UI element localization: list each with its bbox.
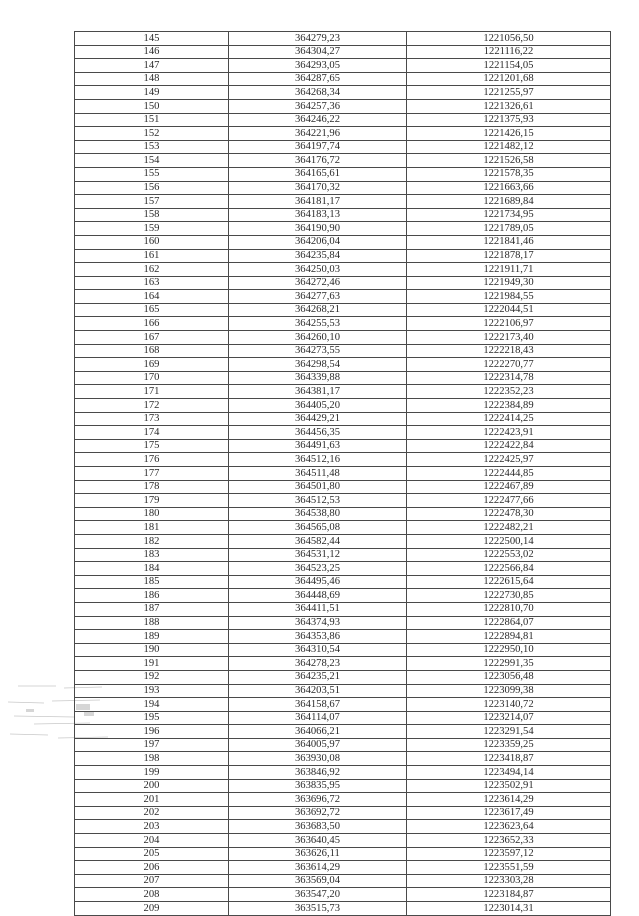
y-coordinate-cell: 1222270,77 xyxy=(407,358,611,372)
table-row xyxy=(75,684,611,698)
x-coordinate-cell: 364277,63 xyxy=(229,290,407,304)
x-coordinate-cell: 364565,08 xyxy=(229,521,407,535)
table-row xyxy=(75,399,611,413)
x-coordinate-cell: 363569,04 xyxy=(229,874,407,888)
point-number-cell: 158 xyxy=(75,208,229,222)
point-number-cell: 199 xyxy=(75,766,229,780)
x-coordinate-cell: 364381,17 xyxy=(229,385,407,399)
y-coordinate-cell: 1223214,07 xyxy=(407,711,611,725)
y-coordinate-cell: 1223623,64 xyxy=(407,820,611,834)
x-coordinate-cell: 364582,44 xyxy=(229,534,407,548)
table-row xyxy=(75,45,611,59)
y-coordinate-cell: 1221482,12 xyxy=(407,140,611,154)
point-number-cell: 190 xyxy=(75,643,229,657)
point-number-cell: 184 xyxy=(75,562,229,576)
y-coordinate-cell: 1223303,28 xyxy=(407,874,611,888)
table-row xyxy=(75,779,611,793)
point-number-cell: 169 xyxy=(75,358,229,372)
y-coordinate-cell: 1222314,78 xyxy=(407,371,611,385)
x-coordinate-cell: 363930,08 xyxy=(229,752,407,766)
table-row xyxy=(75,480,611,494)
y-coordinate-cell: 1222553,02 xyxy=(407,548,611,562)
point-number-cell: 175 xyxy=(75,439,229,453)
x-coordinate-cell: 364272,46 xyxy=(229,276,407,290)
point-number-cell: 200 xyxy=(75,779,229,793)
x-coordinate-cell: 364176,72 xyxy=(229,154,407,168)
point-number-cell: 156 xyxy=(75,181,229,195)
table-row xyxy=(75,698,611,712)
y-coordinate-cell: 1221578,35 xyxy=(407,167,611,181)
x-coordinate-cell: 364429,21 xyxy=(229,412,407,426)
x-coordinate-cell: 364298,54 xyxy=(229,358,407,372)
table-row xyxy=(75,439,611,453)
point-number-cell: 182 xyxy=(75,534,229,548)
y-coordinate-cell: 1221734,95 xyxy=(407,208,611,222)
x-coordinate-cell: 364268,21 xyxy=(229,303,407,317)
point-number-cell: 202 xyxy=(75,806,229,820)
table-row xyxy=(75,534,611,548)
table-row xyxy=(75,521,611,535)
table-row xyxy=(75,657,611,671)
x-coordinate-cell: 364279,23 xyxy=(229,32,407,46)
y-coordinate-cell: 1223418,87 xyxy=(407,752,611,766)
y-coordinate-cell: 1222864,07 xyxy=(407,616,611,630)
x-coordinate-cell: 364278,23 xyxy=(229,657,407,671)
table-row xyxy=(75,902,611,916)
table-row xyxy=(75,303,611,317)
y-coordinate-cell: 1223617,49 xyxy=(407,806,611,820)
point-number-cell: 205 xyxy=(75,847,229,861)
point-number-cell: 171 xyxy=(75,385,229,399)
point-number-cell: 162 xyxy=(75,263,229,277)
table-row xyxy=(75,195,611,209)
table-row xyxy=(75,317,611,331)
point-number-cell: 161 xyxy=(75,249,229,263)
x-coordinate-cell: 364353,86 xyxy=(229,630,407,644)
table-row xyxy=(75,874,611,888)
x-coordinate-cell: 364246,22 xyxy=(229,113,407,127)
x-coordinate-cell: 364531,12 xyxy=(229,548,407,562)
table-row xyxy=(75,616,611,630)
table-row xyxy=(75,467,611,481)
y-coordinate-cell: 1221663,66 xyxy=(407,181,611,195)
y-coordinate-cell: 1221056,50 xyxy=(407,32,611,46)
table-row xyxy=(75,208,611,222)
table-row xyxy=(75,670,611,684)
x-coordinate-cell: 364511,48 xyxy=(229,467,407,481)
point-number-cell: 189 xyxy=(75,630,229,644)
point-number-cell: 157 xyxy=(75,195,229,209)
x-coordinate-cell: 363547,20 xyxy=(229,888,407,902)
table-row xyxy=(75,630,611,644)
point-number-cell: 196 xyxy=(75,725,229,739)
x-coordinate-cell: 364235,84 xyxy=(229,249,407,263)
y-coordinate-cell: 1223184,87 xyxy=(407,888,611,902)
point-number-cell: 193 xyxy=(75,684,229,698)
point-number-cell: 150 xyxy=(75,99,229,113)
x-coordinate-cell: 364206,04 xyxy=(229,235,407,249)
table-row xyxy=(75,766,611,780)
table-row xyxy=(75,888,611,902)
point-number-cell: 166 xyxy=(75,317,229,331)
y-coordinate-cell: 1222615,64 xyxy=(407,575,611,589)
table-row xyxy=(75,263,611,277)
table-row xyxy=(75,847,611,861)
y-coordinate-cell: 1223551,59 xyxy=(407,861,611,875)
x-coordinate-cell: 363614,29 xyxy=(229,861,407,875)
table-row xyxy=(75,507,611,521)
y-coordinate-cell: 1222894,81 xyxy=(407,630,611,644)
x-coordinate-cell: 364304,27 xyxy=(229,45,407,59)
point-number-cell: 154 xyxy=(75,154,229,168)
x-coordinate-cell: 363515,73 xyxy=(229,902,407,916)
point-number-cell: 165 xyxy=(75,303,229,317)
point-number-cell: 188 xyxy=(75,616,229,630)
point-number-cell: 179 xyxy=(75,494,229,508)
y-coordinate-cell: 1222422,84 xyxy=(407,439,611,453)
point-number-cell: 146 xyxy=(75,45,229,59)
y-coordinate-cell: 1222423,91 xyxy=(407,426,611,440)
table-row xyxy=(75,154,611,168)
y-coordinate-cell: 1222218,43 xyxy=(407,344,611,358)
point-number-cell: 180 xyxy=(75,507,229,521)
table-row xyxy=(75,222,611,236)
x-coordinate-cell: 364310,54 xyxy=(229,643,407,657)
point-number-cell: 195 xyxy=(75,711,229,725)
y-coordinate-cell: 1222352,23 xyxy=(407,385,611,399)
table-row xyxy=(75,167,611,181)
x-coordinate-cell: 364170,32 xyxy=(229,181,407,195)
point-number-cell: 145 xyxy=(75,32,229,46)
x-coordinate-cell: 364448,69 xyxy=(229,589,407,603)
table-row xyxy=(75,752,611,766)
x-coordinate-cell: 363846,92 xyxy=(229,766,407,780)
coordinates-table xyxy=(74,31,611,916)
point-number-cell: 181 xyxy=(75,521,229,535)
table-row xyxy=(75,426,611,440)
table-row xyxy=(75,140,611,154)
point-number-cell: 183 xyxy=(75,548,229,562)
x-coordinate-cell: 364197,74 xyxy=(229,140,407,154)
y-coordinate-cell: 1223614,29 xyxy=(407,793,611,807)
x-coordinate-cell: 364255,53 xyxy=(229,317,407,331)
y-coordinate-cell: 1221689,84 xyxy=(407,195,611,209)
table-row xyxy=(75,249,611,263)
y-coordinate-cell: 1222044,51 xyxy=(407,303,611,317)
point-number-cell: 204 xyxy=(75,834,229,848)
table-row xyxy=(75,113,611,127)
coordinates-table-body xyxy=(75,32,611,916)
y-coordinate-cell: 1222500,14 xyxy=(407,534,611,548)
table-row xyxy=(75,548,611,562)
table-row xyxy=(75,861,611,875)
table-row xyxy=(75,834,611,848)
x-coordinate-cell: 364411,51 xyxy=(229,602,407,616)
point-number-cell: 209 xyxy=(75,902,229,916)
x-coordinate-cell: 363696,72 xyxy=(229,793,407,807)
table-row xyxy=(75,127,611,141)
x-coordinate-cell: 364523,25 xyxy=(229,562,407,576)
point-number-cell: 192 xyxy=(75,670,229,684)
point-number-cell: 170 xyxy=(75,371,229,385)
y-coordinate-cell: 1223140,72 xyxy=(407,698,611,712)
table-row xyxy=(75,738,611,752)
point-number-cell: 198 xyxy=(75,752,229,766)
table-row xyxy=(75,59,611,73)
y-coordinate-cell: 1221255,97 xyxy=(407,86,611,100)
x-coordinate-cell: 363692,72 xyxy=(229,806,407,820)
table-row xyxy=(75,385,611,399)
x-coordinate-cell: 364183,13 xyxy=(229,208,407,222)
y-coordinate-cell: 1222444,85 xyxy=(407,467,611,481)
y-coordinate-cell: 1223502,91 xyxy=(407,779,611,793)
point-number-cell: 167 xyxy=(75,331,229,345)
y-coordinate-cell: 1223597,12 xyxy=(407,847,611,861)
point-number-cell: 155 xyxy=(75,167,229,181)
point-number-cell: 164 xyxy=(75,290,229,304)
y-coordinate-cell: 1222384,89 xyxy=(407,399,611,413)
x-coordinate-cell: 364250,03 xyxy=(229,263,407,277)
point-number-cell: 208 xyxy=(75,888,229,902)
table-row xyxy=(75,602,611,616)
point-number-cell: 148 xyxy=(75,72,229,86)
point-number-cell: 186 xyxy=(75,589,229,603)
y-coordinate-cell: 1222730,85 xyxy=(407,589,611,603)
table-row xyxy=(75,358,611,372)
y-coordinate-cell: 1222566,84 xyxy=(407,562,611,576)
x-coordinate-cell: 364165,61 xyxy=(229,167,407,181)
y-coordinate-cell: 1221911,71 xyxy=(407,263,611,277)
table-row xyxy=(75,643,611,657)
point-number-cell: 206 xyxy=(75,861,229,875)
y-coordinate-cell: 1222106,97 xyxy=(407,317,611,331)
table-row xyxy=(75,711,611,725)
table-row xyxy=(75,276,611,290)
y-coordinate-cell: 1222477,66 xyxy=(407,494,611,508)
point-number-cell: 173 xyxy=(75,412,229,426)
x-coordinate-cell: 363683,50 xyxy=(229,820,407,834)
x-coordinate-cell: 364405,20 xyxy=(229,399,407,413)
table-row xyxy=(75,793,611,807)
point-number-cell: 174 xyxy=(75,426,229,440)
point-number-cell: 149 xyxy=(75,86,229,100)
y-coordinate-cell: 1222467,89 xyxy=(407,480,611,494)
table-row xyxy=(75,32,611,46)
point-number-cell: 203 xyxy=(75,820,229,834)
x-coordinate-cell: 364287,65 xyxy=(229,72,407,86)
y-coordinate-cell: 1222950,10 xyxy=(407,643,611,657)
y-coordinate-cell: 1222991,35 xyxy=(407,657,611,671)
table-row xyxy=(75,562,611,576)
table-row xyxy=(75,235,611,249)
table-row xyxy=(75,99,611,113)
point-number-cell: 163 xyxy=(75,276,229,290)
x-coordinate-cell: 364114,07 xyxy=(229,711,407,725)
point-number-cell: 168 xyxy=(75,344,229,358)
x-coordinate-cell: 364273,55 xyxy=(229,344,407,358)
x-coordinate-cell: 364538,80 xyxy=(229,507,407,521)
y-coordinate-cell: 1223291,54 xyxy=(407,725,611,739)
x-coordinate-cell: 364512,16 xyxy=(229,453,407,467)
table-row xyxy=(75,494,611,508)
point-number-cell: 185 xyxy=(75,575,229,589)
y-coordinate-cell: 1221426,15 xyxy=(407,127,611,141)
y-coordinate-cell: 1221984,55 xyxy=(407,290,611,304)
y-coordinate-cell: 1222482,21 xyxy=(407,521,611,535)
x-coordinate-cell: 364456,35 xyxy=(229,426,407,440)
point-number-cell: 159 xyxy=(75,222,229,236)
y-coordinate-cell: 1223359,25 xyxy=(407,738,611,752)
table-row xyxy=(75,820,611,834)
point-number-cell: 152 xyxy=(75,127,229,141)
point-number-cell: 207 xyxy=(75,874,229,888)
y-coordinate-cell: 1221949,30 xyxy=(407,276,611,290)
table-row xyxy=(75,86,611,100)
point-number-cell: 187 xyxy=(75,602,229,616)
point-number-cell: 191 xyxy=(75,657,229,671)
point-number-cell: 178 xyxy=(75,480,229,494)
x-coordinate-cell: 364005,97 xyxy=(229,738,407,752)
table-row xyxy=(75,72,611,86)
point-number-cell: 176 xyxy=(75,453,229,467)
point-number-cell: 197 xyxy=(75,738,229,752)
y-coordinate-cell: 1223056,48 xyxy=(407,670,611,684)
x-coordinate-cell: 364203,51 xyxy=(229,684,407,698)
table-row xyxy=(75,412,611,426)
table-row xyxy=(75,181,611,195)
y-coordinate-cell: 1221841,46 xyxy=(407,235,611,249)
x-coordinate-cell: 363835,95 xyxy=(229,779,407,793)
y-coordinate-cell: 1221154,05 xyxy=(407,59,611,73)
x-coordinate-cell: 364491,63 xyxy=(229,439,407,453)
table-row xyxy=(75,575,611,589)
y-coordinate-cell: 1223099,38 xyxy=(407,684,611,698)
x-coordinate-cell: 364181,17 xyxy=(229,195,407,209)
x-coordinate-cell: 364339,88 xyxy=(229,371,407,385)
y-coordinate-cell: 1223494,14 xyxy=(407,766,611,780)
table-row xyxy=(75,331,611,345)
y-coordinate-cell: 1223652,33 xyxy=(407,834,611,848)
point-number-cell: 177 xyxy=(75,467,229,481)
x-coordinate-cell: 364374,93 xyxy=(229,616,407,630)
point-number-cell: 172 xyxy=(75,399,229,413)
y-coordinate-cell: 1221375,93 xyxy=(407,113,611,127)
table-row xyxy=(75,453,611,467)
y-coordinate-cell: 1221526,58 xyxy=(407,154,611,168)
table-row xyxy=(75,806,611,820)
point-number-cell: 147 xyxy=(75,59,229,73)
x-coordinate-cell: 363640,45 xyxy=(229,834,407,848)
y-coordinate-cell: 1221326,61 xyxy=(407,99,611,113)
table-row xyxy=(75,344,611,358)
y-coordinate-cell: 1221789,05 xyxy=(407,222,611,236)
y-coordinate-cell: 1222414,25 xyxy=(407,412,611,426)
x-coordinate-cell: 364512,53 xyxy=(229,494,407,508)
y-coordinate-cell: 1221878,17 xyxy=(407,249,611,263)
table-row xyxy=(75,725,611,739)
x-coordinate-cell: 364221,96 xyxy=(229,127,407,141)
point-number-cell: 153 xyxy=(75,140,229,154)
point-number-cell: 194 xyxy=(75,698,229,712)
y-coordinate-cell: 1222810,70 xyxy=(407,602,611,616)
y-coordinate-cell: 1221201,68 xyxy=(407,72,611,86)
x-coordinate-cell: 364190,90 xyxy=(229,222,407,236)
x-coordinate-cell: 364495,46 xyxy=(229,575,407,589)
y-coordinate-cell: 1222173,40 xyxy=(407,331,611,345)
x-coordinate-cell: 363626,11 xyxy=(229,847,407,861)
y-coordinate-cell: 1222478,30 xyxy=(407,507,611,521)
x-coordinate-cell: 364066,21 xyxy=(229,725,407,739)
point-number-cell: 201 xyxy=(75,793,229,807)
x-coordinate-cell: 364501,80 xyxy=(229,480,407,494)
table-row xyxy=(75,589,611,603)
x-coordinate-cell: 364268,34 xyxy=(229,86,407,100)
y-coordinate-cell: 1221116,22 xyxy=(407,45,611,59)
table-row xyxy=(75,371,611,385)
point-number-cell: 160 xyxy=(75,235,229,249)
x-coordinate-cell: 364158,67 xyxy=(229,698,407,712)
y-coordinate-cell: 1222425,97 xyxy=(407,453,611,467)
x-coordinate-cell: 364260,10 xyxy=(229,331,407,345)
point-number-cell: 151 xyxy=(75,113,229,127)
x-coordinate-cell: 364235,21 xyxy=(229,670,407,684)
x-coordinate-cell: 364293,05 xyxy=(229,59,407,73)
table-row xyxy=(75,290,611,304)
y-coordinate-cell: 1223014,31 xyxy=(407,902,611,916)
x-coordinate-cell: 364257,36 xyxy=(229,99,407,113)
